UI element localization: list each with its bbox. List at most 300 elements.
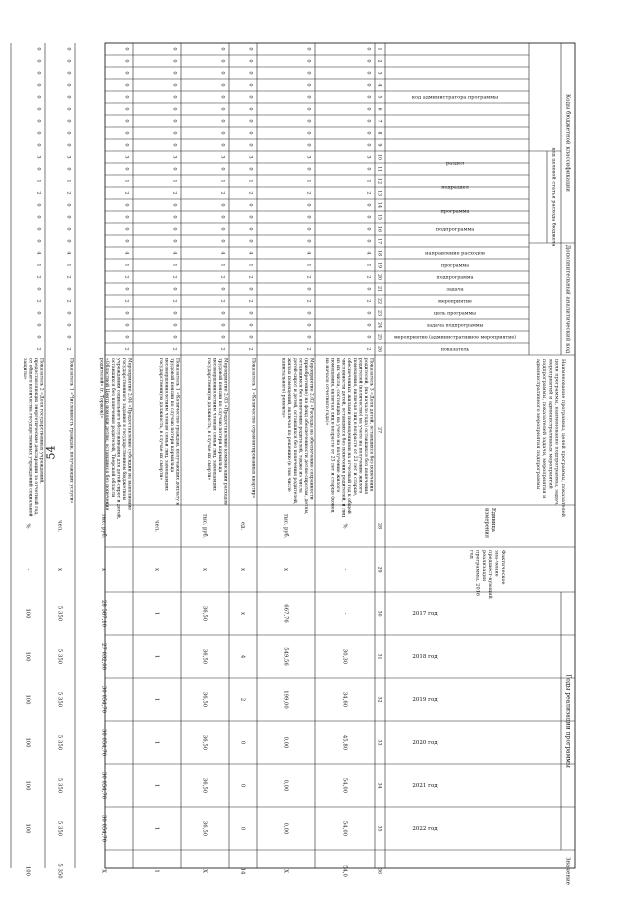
row-code-digit: 0 bbox=[65, 167, 72, 171]
row-year-value-3: 1 bbox=[153, 740, 160, 745]
row-name-line: предоставляющих энергетические декларации за отчетный год, bbox=[32, 358, 38, 516]
row-code-digit: 0 bbox=[65, 203, 72, 207]
row-code-digit: 1 bbox=[305, 263, 312, 267]
row-name-line: Показатель 1 «Количество граждан, получающих доплату к bbox=[174, 358, 180, 506]
row-code-digit: 0 bbox=[219, 239, 226, 243]
row-code-digit: 4 bbox=[123, 251, 130, 255]
row-code-digit: 0 bbox=[219, 215, 226, 219]
header-code-label-2: подраздел bbox=[441, 184, 469, 191]
row-name-line: Мероприятие 2.02 «Расходы на обеспечение сохранности bbox=[308, 358, 314, 500]
row-code-digit: 2 bbox=[365, 191, 372, 195]
row-code-digit: 0 bbox=[65, 323, 72, 327]
row-code-digit: 0 bbox=[171, 83, 178, 87]
header-prev-year-line: зна-чение bbox=[493, 550, 500, 577]
row-code-digit: 2 bbox=[123, 275, 130, 279]
row-code-digit: 0 bbox=[365, 239, 372, 243]
row-code-digit: 2 bbox=[365, 275, 372, 279]
header-year-5: 2022 год bbox=[412, 826, 438, 832]
header-prev-year-line: год bbox=[468, 550, 475, 559]
row-code-digit: 2 bbox=[123, 191, 130, 195]
row-year-value-3: 30 054,70 bbox=[100, 729, 107, 756]
row-code-digit: 0 bbox=[65, 143, 72, 147]
row-code-digit: 0 bbox=[247, 131, 254, 135]
row-name-line: несовершеннолетним членам семьи лиц, замещавших bbox=[211, 358, 217, 491]
row-code-digit: 0 bbox=[305, 323, 312, 327]
row-code-digit: 0 bbox=[65, 59, 72, 63]
header-prev-year-line: Фактическое bbox=[499, 550, 506, 585]
row-code-digit: 0 bbox=[171, 71, 178, 75]
row-year-value-3: 45,80 bbox=[341, 734, 348, 751]
row-code-digit: 0 bbox=[123, 323, 130, 327]
row-code-digit: 0 bbox=[247, 95, 254, 99]
row-code-digit: 1 bbox=[65, 263, 72, 267]
row-code-digit: 0 bbox=[171, 311, 178, 315]
row-year-value-1: 100 bbox=[24, 651, 31, 662]
column-number: 34 bbox=[376, 782, 382, 789]
row-name-line: оставшихся без попечения родителей, Тверской области bbox=[109, 358, 115, 498]
row-code-digit: 0 bbox=[123, 95, 130, 99]
row-final-value: 54,0 bbox=[341, 865, 348, 877]
row-name-line: трудовой пенсии по случаю потери кормильца bbox=[216, 358, 222, 473]
row-code-digit: 0 bbox=[123, 131, 130, 135]
row-year-value-2: 2 bbox=[239, 697, 246, 702]
row-year-value-0: 5 350 bbox=[56, 605, 63, 622]
row-year-value-2: 5 350 bbox=[56, 691, 63, 708]
row-code-digit: 0 bbox=[305, 59, 312, 63]
header-year-4: 2021 год bbox=[412, 783, 438, 789]
row-final-value: 1 bbox=[153, 869, 160, 873]
row-name-line: жилых помещений, включая по решению (в том числе bbox=[286, 358, 292, 492]
row-name-line: трудовой пенсии по случаю потери кормильца bbox=[168, 358, 174, 473]
row-code-digit: 0 bbox=[123, 239, 130, 243]
row-code-digit: 0 bbox=[171, 167, 178, 171]
header-years-label: Годы реализации программы bbox=[564, 674, 572, 768]
row-year-value-4: 1 bbox=[153, 783, 160, 788]
row-prev-value: х bbox=[153, 568, 160, 571]
row-code-digit: 2 bbox=[219, 299, 226, 303]
row-code-digit: 0 bbox=[305, 311, 312, 315]
row-code-digit: 2 bbox=[171, 299, 178, 303]
row-name-line: Показатель 3 «Доля детей, оставшихся без попечения bbox=[368, 358, 374, 492]
row-prev-value: х bbox=[100, 568, 107, 571]
header-year-1: 2018 год bbox=[412, 654, 438, 660]
row-final-value: 100 bbox=[24, 865, 31, 877]
header-unit-line: Единица bbox=[489, 508, 496, 532]
column-number: 8 bbox=[376, 131, 382, 135]
row-code-digit: 0 bbox=[365, 119, 372, 123]
row-year-value-3: 5 350 bbox=[56, 734, 63, 751]
row-code-digit: 0 bbox=[171, 107, 178, 111]
row-name-line: государственную должность, в случае их смерти» bbox=[157, 358, 163, 481]
row-code-digit: 2 bbox=[305, 275, 312, 279]
row-name-line: Мероприятие 2.03 «Предоставление компенсации расходов bbox=[222, 358, 228, 505]
row-code-digit: 2 bbox=[35, 191, 42, 195]
row-year-value-5: 30 054,70 bbox=[100, 815, 107, 842]
row-code-digit: 0 bbox=[305, 335, 312, 339]
row-year-value-0: 667,76 bbox=[282, 604, 289, 623]
header-expense-article: код целевой статьи расхода бюджета bbox=[550, 147, 557, 247]
row-prev-value: - bbox=[24, 568, 31, 571]
row-code-digit: 1 bbox=[365, 179, 372, 183]
column-number: 28 bbox=[376, 522, 382, 530]
row-code-digit: 0 bbox=[35, 167, 42, 171]
row-prev-value: - bbox=[341, 568, 348, 571]
table-body bbox=[11, 43, 575, 885]
row-code-digit: 0 bbox=[247, 311, 254, 315]
row-name-line: (приобретение) на фонд обеспеченности детям-сиротам, детям, bbox=[302, 358, 308, 515]
row-unit: чел. bbox=[56, 520, 63, 532]
row-unit: чел. bbox=[153, 520, 160, 532]
row-code-digit: 0 bbox=[35, 203, 42, 207]
row-code-digit: 3 bbox=[247, 155, 254, 159]
row-code-digit: 0 bbox=[65, 311, 72, 315]
row-code-digit: 2 bbox=[247, 299, 254, 303]
column-number: 7 bbox=[376, 119, 382, 123]
row-code-digit: 0 bbox=[219, 95, 226, 99]
row-name-line: от общего количества государственных учреждений социальной bbox=[27, 358, 33, 517]
row-code-digit: 0 bbox=[365, 47, 372, 51]
row-final-value: 5 350 bbox=[56, 863, 63, 879]
row-code-digit: 2 bbox=[35, 299, 42, 303]
column-number: 1 bbox=[376, 47, 382, 51]
row-code-digit: 0 bbox=[365, 227, 372, 231]
row-code-digit: 0 bbox=[123, 311, 130, 315]
row-code-digit: 1 bbox=[305, 179, 312, 183]
column-number: 11 bbox=[376, 165, 382, 173]
row-name-line: на начало отчетного года)» bbox=[323, 358, 329, 426]
row-final-value: Х bbox=[100, 869, 107, 873]
row-final-value: Х bbox=[201, 869, 208, 873]
row-year-value-3: 0,00 bbox=[282, 736, 289, 749]
row-code-digit: 0 bbox=[247, 71, 254, 75]
column-number: 14 bbox=[376, 201, 382, 209]
header-name-text-line: административного мероприятия подпрограммы bbox=[534, 359, 541, 490]
row-code-digit: 2 bbox=[35, 347, 42, 351]
header-code-label-4: подпрограмма bbox=[435, 226, 475, 233]
row-code-digit: 4 bbox=[305, 251, 312, 255]
row-name bbox=[251, 358, 257, 498]
row-code-digit: 2 bbox=[171, 191, 178, 195]
row-code-digit: 0 bbox=[365, 203, 372, 207]
row-name bbox=[324, 358, 376, 517]
row-year-value-2: 30 054,70 bbox=[100, 686, 107, 713]
row-code-digit: 0 bbox=[247, 335, 254, 339]
row-code-digit: 1 bbox=[123, 179, 130, 183]
row-code-digit: 0 bbox=[219, 107, 226, 111]
row-code-digit: 0 bbox=[305, 71, 312, 75]
row-code-digit: 0 bbox=[123, 107, 130, 111]
column-number: 2 bbox=[376, 59, 382, 63]
header-unit bbox=[483, 508, 496, 538]
row-code-digit: 1 bbox=[247, 263, 254, 267]
row-year-value-2: 36,50 bbox=[201, 691, 208, 708]
row-code-digit: 0 bbox=[171, 215, 178, 219]
column-number: 21 bbox=[376, 285, 382, 293]
column-number: 19 bbox=[376, 261, 382, 269]
row-unit: % bbox=[24, 523, 31, 529]
row-name bbox=[69, 358, 75, 504]
row-code-digit: 0 bbox=[365, 59, 372, 63]
row-code-digit: 0 bbox=[305, 47, 312, 51]
row-code-digit: 0 bbox=[171, 239, 178, 243]
row-code-digit: 0 bbox=[219, 287, 226, 291]
row-name bbox=[206, 358, 229, 505]
row-code-digit: 0 bbox=[123, 59, 130, 63]
row-code-digit: 0 bbox=[247, 107, 254, 111]
header-name-text-line: Наименование программы, целей программы, показателей bbox=[559, 359, 566, 518]
row-final-value: 14 bbox=[239, 867, 246, 875]
row-code-digit: 2 bbox=[65, 299, 72, 303]
row-name-line: помещения, включая лиц в возрасте от 23 лет и старше, bbox=[351, 358, 357, 497]
header-unit-line: измерения bbox=[483, 508, 490, 538]
row-code-digit: 0 bbox=[219, 143, 226, 147]
row-year-value-5: 5 350 bbox=[56, 820, 63, 837]
row-code-digit: 0 bbox=[35, 59, 42, 63]
header-year-2: 2019 год bbox=[412, 697, 438, 703]
row-code-digit: 0 bbox=[123, 227, 130, 231]
row-code-digit: 0 bbox=[365, 215, 372, 219]
row-code-digit: 0 bbox=[171, 323, 178, 327]
row-year-value-0: 1 bbox=[153, 611, 160, 616]
row-code-digit: 0 bbox=[123, 143, 130, 147]
row-code-digit: 0 bbox=[171, 47, 178, 51]
row-code-digit: 0 bbox=[171, 143, 178, 147]
header-name-text-line: мероприятий и административных мероприятий bbox=[547, 359, 554, 489]
header-name-text bbox=[535, 359, 566, 518]
row-code-digit: 0 bbox=[65, 131, 72, 135]
row-prev-value: х bbox=[201, 568, 208, 571]
row-code-digit: 2 bbox=[219, 275, 226, 279]
row-year-value-4: 100 bbox=[24, 780, 31, 791]
row-code-digit: 0 bbox=[65, 215, 72, 219]
row-code-digit: 0 bbox=[171, 335, 178, 339]
row-code-digit: 0 bbox=[305, 167, 312, 171]
column-number: 6 bbox=[376, 107, 382, 111]
column-number: 25 bbox=[376, 333, 382, 341]
row-code-digit: 0 bbox=[365, 311, 372, 315]
column-number: 27 bbox=[376, 426, 382, 434]
row-code-digit: 0 bbox=[35, 311, 42, 315]
row-code-digit: 2 bbox=[171, 275, 178, 279]
row-name-line: учреждении социального обслуживания для детей-сирот и детей, bbox=[115, 358, 121, 520]
row-unit: тыс. руб. bbox=[201, 513, 208, 539]
header-additional-col-5: задача подпрограммы bbox=[426, 323, 484, 329]
row-code-digit: 2 bbox=[219, 347, 226, 351]
row-year-value-1: 27 032,00 bbox=[100, 643, 107, 670]
row-name bbox=[281, 358, 316, 515]
row-code-digit: 1 bbox=[123, 263, 130, 267]
row-code-digit: 2 bbox=[247, 191, 254, 195]
row-code-digit: 0 bbox=[247, 287, 254, 291]
row-code-digit: 1 bbox=[171, 263, 178, 267]
row-code-digit: 0 bbox=[219, 167, 226, 171]
header-additional-col-6: мероприятие (административное мероприятие) bbox=[393, 335, 517, 341]
row-code-digit: 0 bbox=[171, 119, 178, 123]
column-number: 9 bbox=[376, 143, 382, 147]
row-year-value-4: 36,50 bbox=[201, 777, 208, 794]
row-code-digit: 0 bbox=[123, 203, 130, 207]
row-code-digit: 3 bbox=[35, 155, 42, 159]
row-name-line: Мероприятие 2.04 «Предоставление субсидии на выполнение bbox=[126, 358, 132, 510]
row-name-line: из их числа, состоящих на учете на получение жилого bbox=[334, 358, 340, 493]
row-code-digit: 0 bbox=[365, 143, 372, 147]
column-number: 30 bbox=[376, 610, 382, 617]
row-code-digit: 0 bbox=[123, 47, 130, 51]
row-code-digit: 0 bbox=[365, 107, 372, 111]
column-number: 10 bbox=[376, 153, 382, 161]
column-number: 15 bbox=[376, 213, 382, 221]
header-code-label-1: раздел bbox=[445, 160, 465, 167]
row-code-digit: 0 bbox=[247, 59, 254, 63]
row-code-digit: 0 bbox=[247, 83, 254, 87]
row-name-line: помещения, включая лиц в возрасте от 23 лет и старше (конец bbox=[329, 358, 335, 513]
row-code-digit: 3 bbox=[65, 155, 72, 159]
row-prev-value: х bbox=[56, 568, 63, 571]
row-code-digit: 2 bbox=[219, 191, 226, 195]
header-additional-col-2: задача bbox=[446, 287, 464, 293]
row-code-digit: 0 bbox=[65, 71, 72, 75]
header-code-label-5: направление расходов bbox=[425, 250, 485, 257]
row-code-digit: 0 bbox=[365, 83, 372, 87]
row-code-digit: 0 bbox=[35, 131, 42, 135]
row-year-value-0: 100 bbox=[24, 608, 31, 619]
header-budget-codes: Коды бюджетной классификации bbox=[564, 94, 571, 192]
column-number: 12 bbox=[376, 177, 382, 185]
row-year-value-1: 1 bbox=[153, 654, 160, 659]
row-year-value-2: 199,00 bbox=[282, 690, 289, 709]
row-code-digit: 2 bbox=[365, 347, 372, 351]
row-code-digit: 1 bbox=[365, 263, 372, 267]
row-code-digit: 0 bbox=[35, 83, 42, 87]
column-number: 36 bbox=[376, 867, 382, 875]
row-code-digit: 0 bbox=[219, 59, 226, 63]
row-code-digit: 0 bbox=[247, 203, 254, 207]
row-year-value-0: х bbox=[239, 612, 246, 615]
row-year-value-4: 5 350 bbox=[56, 777, 63, 794]
column-number: 26 bbox=[376, 345, 382, 353]
row-code-digit: 0 bbox=[219, 131, 226, 135]
header-code-label-3: программа bbox=[440, 208, 470, 215]
row-code-digit: 0 bbox=[123, 215, 130, 219]
row-year-value-5: 54,00 bbox=[341, 820, 348, 837]
row-code-digit: 0 bbox=[305, 83, 312, 87]
row-year-value-5: 100 bbox=[24, 823, 31, 834]
row-code-digit: 0 bbox=[65, 335, 72, 339]
row-year-value-4: 0 bbox=[239, 783, 246, 788]
row-code-digit: 0 bbox=[305, 215, 312, 219]
row-code-digit: 3 bbox=[365, 155, 372, 159]
column-number: 18 bbox=[376, 249, 382, 257]
row-year-value-5: 1 bbox=[153, 826, 160, 831]
row-year-value-0: 28 587,10 bbox=[100, 600, 107, 627]
column-number: 29 bbox=[376, 566, 382, 573]
row-name-line: родителей» (г. Торжок)» bbox=[98, 358, 104, 419]
row-code-digit: 0 bbox=[219, 71, 226, 75]
row-year-value-4: 0,00 bbox=[282, 779, 289, 792]
column-number: 20 bbox=[376, 273, 382, 281]
row-year-value-1: 36,50 bbox=[201, 648, 208, 665]
row-code-digit: 0 bbox=[247, 143, 254, 147]
row-prev-value: х bbox=[282, 568, 289, 571]
row-code-digit: 0 bbox=[247, 239, 254, 243]
row-year-value-5: 0,00 bbox=[282, 822, 289, 835]
row-code-digit: 4 bbox=[365, 251, 372, 255]
row-code-digit: 0 bbox=[65, 83, 72, 87]
row-code-digit: 0 bbox=[305, 119, 312, 123]
row-code-digit: 0 bbox=[35, 143, 42, 147]
row-year-value-0: - bbox=[341, 612, 348, 615]
row-code-digit: 2 bbox=[123, 347, 130, 351]
row-code-digit: 0 bbox=[219, 83, 226, 87]
column-number: 3 bbox=[376, 71, 382, 75]
column-number: 5 bbox=[376, 95, 382, 99]
row-code-digit: 0 bbox=[365, 95, 372, 99]
row-name-line: Показатель 2 «Доля государственных учреждений, bbox=[38, 358, 44, 484]
row-code-digit: 0 bbox=[305, 287, 312, 291]
row-code-digit: 2 bbox=[247, 275, 254, 279]
row-code-digit: 1 bbox=[35, 179, 42, 183]
row-code-digit: 0 bbox=[65, 119, 72, 123]
row-code-digit: 4 bbox=[171, 251, 178, 255]
row-code-digit: 0 bbox=[35, 227, 42, 231]
row-code-digit: 0 bbox=[35, 107, 42, 111]
header-additional-col-4: цель программы bbox=[434, 311, 476, 317]
page-number: 54 bbox=[44, 445, 58, 460]
row-code-digit: 0 bbox=[171, 287, 178, 291]
row-code-digit: 0 bbox=[35, 95, 42, 99]
row-code-digit: 3 bbox=[219, 155, 226, 159]
row-year-value-2: 100 bbox=[24, 694, 31, 705]
row-year-value-0: 36,50 bbox=[201, 605, 208, 622]
row-unit: ед. bbox=[239, 521, 246, 531]
row-code-digit: 0 bbox=[35, 323, 42, 327]
header-additional-code: Дополнительный аналитический код bbox=[564, 244, 571, 354]
row-unit: тыс. руб. bbox=[100, 513, 107, 539]
row-code-digit: 1 bbox=[219, 263, 226, 267]
row-year-value-3: 36,50 bbox=[201, 734, 208, 751]
row-code-digit: 0 bbox=[365, 335, 372, 339]
row-name bbox=[158, 358, 181, 505]
row-code-digit: 0 bbox=[65, 47, 72, 51]
row-code-digit: 0 bbox=[247, 167, 254, 171]
row-code-digit: 0 bbox=[219, 227, 226, 231]
row-name-line: государственного задания в государственном бюджетном bbox=[120, 358, 126, 501]
row-code-digit: 2 bbox=[35, 275, 42, 279]
row-code-digit: 2 bbox=[305, 347, 312, 351]
column-number: 16 bbox=[376, 225, 382, 233]
row-code-digit: 0 bbox=[305, 143, 312, 147]
row-name-line: государственную должность, в случае их смерти» bbox=[205, 358, 211, 481]
row-year-value-1: 5 350 bbox=[56, 648, 63, 665]
column-number: 13 bbox=[376, 189, 382, 197]
header-prev-year-line: реализации bbox=[480, 550, 487, 582]
row-code-digit: 0 bbox=[171, 227, 178, 231]
row-code-digit: 2 bbox=[65, 275, 72, 279]
row-year-value-4: 54,00 bbox=[341, 777, 348, 794]
column-number: 17 bbox=[376, 237, 382, 245]
row-name-line: Показатель 1 «Количество отремонтированных квартир» bbox=[250, 358, 256, 499]
row-code-digit: 0 bbox=[65, 95, 72, 99]
row-code-digit: 1 bbox=[247, 179, 254, 183]
row-code-digit: 0 bbox=[123, 83, 130, 87]
row-final-value: Х bbox=[282, 869, 289, 873]
row-code-digit: 0 bbox=[305, 203, 312, 207]
row-code-digit: 2 bbox=[65, 347, 72, 351]
row-code-digit: 2 bbox=[365, 299, 372, 303]
row-code-digit: 0 bbox=[219, 47, 226, 51]
row-name bbox=[99, 358, 134, 520]
row-name bbox=[22, 358, 45, 517]
